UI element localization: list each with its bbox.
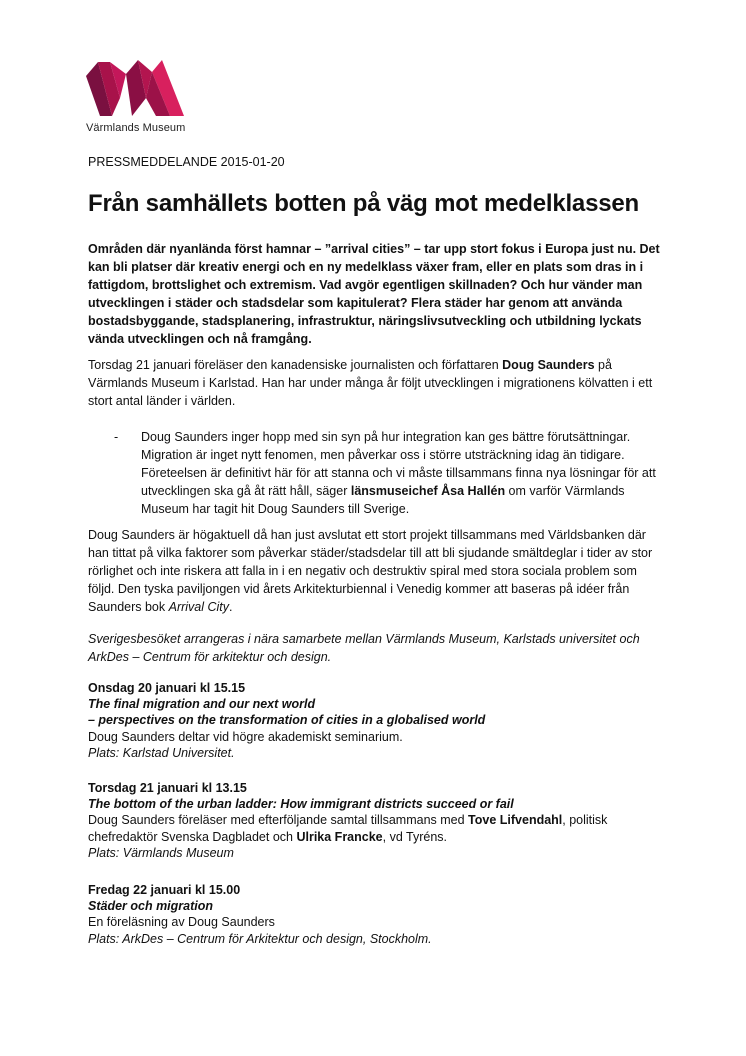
event-date: Onsdag 20 januari kl 15.15 xyxy=(88,681,246,695)
book-title: Arrival City xyxy=(168,600,230,615)
event-description xyxy=(88,812,663,844)
logo-mark-icon xyxy=(86,58,186,118)
guest-name-1: Tove Lifvendahl xyxy=(468,813,563,828)
event-desc-text-2: , politisk chefredaktör Svenska Dagbladet och xyxy=(88,813,608,844)
event-place: Plats: ArkDes – Centrum för Arkitektur och design, Stockholm. xyxy=(88,931,432,946)
event-desc-text-1: Doug Saunders föreläser med efterföljande samtal tillsammans med xyxy=(88,813,469,828)
event-title: The final migration and our next world xyxy=(88,697,316,712)
bullet-dash: - xyxy=(114,430,119,444)
logo-text: Värmlands Museum xyxy=(86,122,186,134)
event-1 xyxy=(88,680,663,761)
quote-bullet xyxy=(88,428,663,518)
event-2 xyxy=(88,780,663,861)
event-title: The bottom of the urban ladder: How immigrant districts succeed or fail xyxy=(88,797,514,812)
event-3 xyxy=(88,882,663,947)
speaker-name: Doug Saunders xyxy=(502,358,595,372)
background-paragraph xyxy=(88,526,663,616)
quote-text xyxy=(141,428,663,518)
quote-attribution: länsmuseichef Åsa Hallén xyxy=(350,484,506,499)
event-description: En föreläsning av Doug Saunders xyxy=(88,915,275,930)
event-date: Torsdag 21 januari kl 13.15 xyxy=(88,781,247,795)
lead-paragraph: Områden där nyanlända först hamnar – ”arrival cities” – tar upp stort fokus i Europa just nu. Det kan bli platser där kreativ energi och en ny medelklass växer fram, eller en plats som dras in i fattigdom, brottslighet och extremism. Vad avgör egentligen skillnaden? Och hur vänder man utvecklingen i städer och stadsdelar som kapitulerat? Flera städer har genom att använda bostadsbyggande, stadsplanering, infrastruktur, näringslivsutveckling och utbildning lyckats vända utvecklingen och nå framgång. xyxy=(88,242,660,347)
background-text-1: Doug Saunders är högaktuell då han just avslutat ett stort projekt tillsammans med Världsbanken där han tittat på vilka faktorer som påverkar städer/stadsdelar till att bli sjudande smältdeglar i tider av stor rörlighet och inte riskera att falla in i en negativ och destruktiv spiral med stora sociala problem som följd. Den tyska paviljongen vid årets Arkitekturbiennal i Venedig kommer att baseras på idéer från Saunders bok xyxy=(88,528,653,615)
background-text-2: . xyxy=(229,600,233,615)
intro-paragraph xyxy=(88,356,663,410)
event-date: Fredag 22 januari kl 15.00 xyxy=(88,883,241,897)
varmlands-museum-logo xyxy=(86,58,196,138)
quote-text-2: om varför Värmlands Museum har tagit hit Doug Saunders till Sverige. xyxy=(141,484,625,517)
event-desc-text-3: , vd Tyréns. xyxy=(382,829,448,844)
quote-text-1: Doug Saunders inger hopp med sin syn på hur integration kan ges bättre förutsättningar. Migration är inget nytt fenomen, men påverkar oss i större utsträckning idag än tidigare. Företeelsen är definitivt här för att stanna och vi måste tillsammans finna nya lösningar för att utvecklingen ska gå åt rätt håll, säger xyxy=(141,430,656,499)
press-release-date: PRESSMEDDELANDE 2015-01-20 xyxy=(88,155,285,169)
intro-text-2: på Värmlands Museum i Karlstad. Han har under många år följt utvecklingen i migrationens kölvatten i ett stort antal länder i världen. xyxy=(88,358,653,409)
event-place: Plats: Värmlands Museum xyxy=(88,845,234,860)
event-title: Städer och migration xyxy=(88,899,214,914)
cooperation-note: Sverigesbesöket arrangeras i nära samarbete mellan Värmlands Museum, Karlstads universitet och ArkDes – Centrum för arkitektur och design. xyxy=(88,632,640,665)
event-description: Doug Saunders deltar vid högre akademiskt seminarium. xyxy=(88,729,403,744)
guest-name-2: Ulrika Francke xyxy=(296,829,383,844)
event-place: Plats: Karlstad Universitet. xyxy=(88,745,235,760)
page-title: Från samhällets botten på väg mot medelklassen xyxy=(88,190,639,217)
intro-text-1: Torsdag 21 januari föreläser den kanadensiske journalisten och författaren xyxy=(88,358,503,372)
event-subtitle: – perspectives on the transformation of cities in a globalised world xyxy=(88,713,486,728)
